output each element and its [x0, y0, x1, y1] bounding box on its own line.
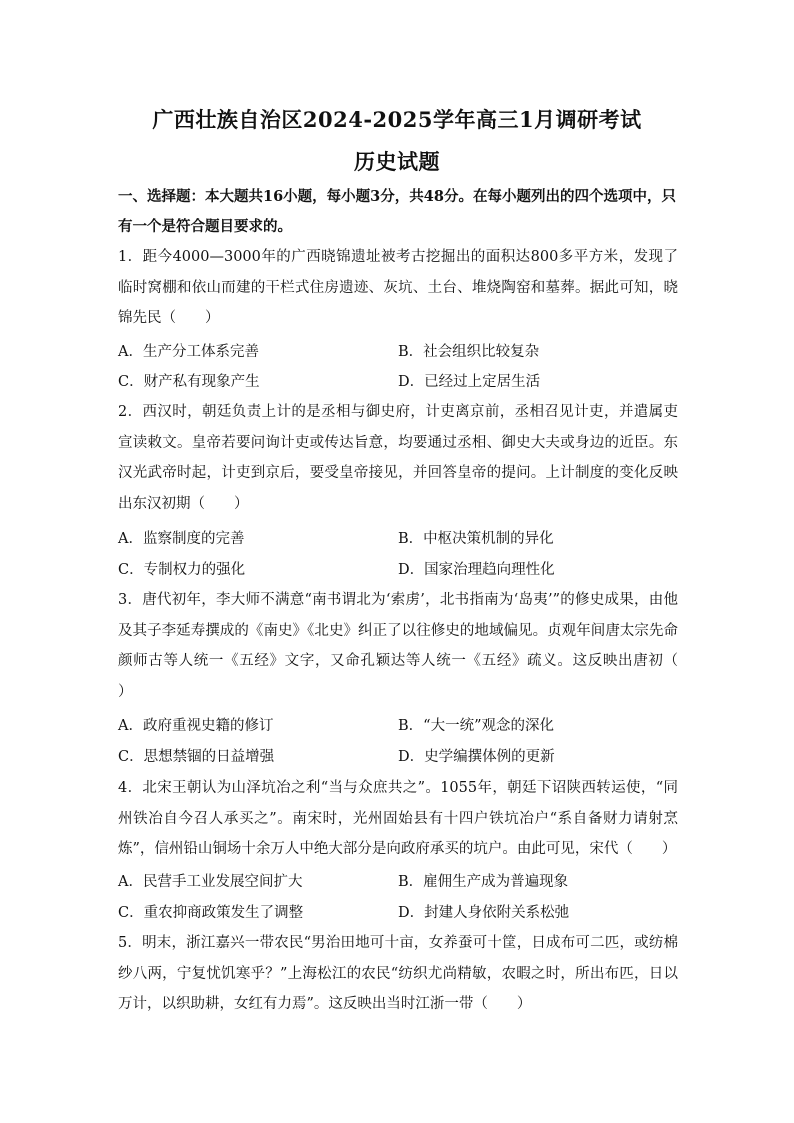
question-1-stem: 1．距今4000—3000年的广西晓锦遗址被考古挖掘出的面积达800多平方米，发现了临时窝棚和依山而建的干栏式住房遗迹、灰坑、土台、堆烧陶窑和墓葬。据此可知，晓锦先民（ ） — [118, 249, 678, 326]
question-2-option-c: C．专制权力的强化 — [118, 562, 246, 578]
question-2-stem: 2．西汉时，朝廷负责上计的是丞相与御史府，计吏离京前，丞相召见计吏，并遣属吏宣读敕文。皇帝若要问询计吏或传达旨意，均要通过丞相、御史大夫或身边的近臣。东汉光武帝时起，计吏到京后，要受皇帝接见，并回答皇帝的提问。上计制度的变化反映出东汉初期（ ） — [118, 404, 678, 512]
question-3-option-d: D．史学编撰体例的更新 — [398, 749, 555, 765]
question-3-option-b: B．“大一统”观念的深化 — [398, 718, 554, 734]
question-1-option-b: B．社会组织比较复杂 — [398, 344, 540, 360]
question-2-option-a: A．监察制度的完善 — [118, 531, 245, 547]
question-4-stem: 4．北宋王朝认为山泽坑冶之利“当与众庶共之”。1055年，朝廷下诏陕西转运使，“同州铁冶自今召人承买之”。南宋时，光州固始县有十四户铁坑冶户“系自备财力请射烹炼”，信州铅山铜场十余万人中绝大部分是向政府承买的坑户。由此可见，宋代（ ） — [118, 780, 678, 857]
question-1-option-c: C．财产私有现象产生 — [118, 374, 260, 390]
question-3-option-c: C．思想禁锢的日益增强 — [118, 749, 275, 765]
question-4-option-c: C．重农抑商政策发生了调整 — [118, 905, 304, 921]
question-2-option-b: B．中枢决策机制的异化 — [398, 531, 554, 547]
question-3-option-a: A．政府重视史籍的修订 — [118, 718, 274, 734]
question-1-option-a: A．生产分工体系完善 — [118, 344, 259, 360]
question-1-option-d: D．已经过上定居生活 — [398, 374, 541, 390]
question-4-option-d: D．封建人身依附关系松弛 — [398, 905, 570, 921]
question-3-stem: 3．唐代初年，李大师不满意“南书谓北为‘索虏’，北书指南为‘岛夷’”的修史成果，由他及其子李延寿撰成的《南史》《北史》纠正了以往修史的地域偏见。贞观年间唐太宗先命颜师古等人统一《五经》文字，又命孔颖达等人统一《五经》疏义。这反映出唐初（ ） — [118, 592, 707, 700]
question-4-option-a: A．民营手工业发展空间扩大 — [118, 874, 303, 890]
exam-title: 广西壮族自治区2024-2025学年高三1月调研考试 — [152, 107, 642, 132]
question-2-option-d: D．国家治理趋向理性化 — [398, 562, 555, 578]
section-instruction: 一、选择题：本大题共16小题，每小题3分，共48分。在每小题列出的四个选项中，只有一个是符合题目要求的。 — [118, 188, 676, 235]
question-5-stem: 5．明末，浙江嘉兴一带农民“男治田地可十亩，女养蚕可十筐，日成布可二匹，或纺棉纱八两，宁复忧饥寒乎？”上海松江的农民“纺织尤尚精敏，农暇之时，所出布匹，日以万计，以织助耕，女红有力焉”。这反映出当时江浙一带（ ） — [118, 935, 678, 1012]
exam-subject-title: 历史试题 — [354, 149, 440, 174]
question-4-option-b: B．雇佣生产成为普遍现象 — [398, 874, 569, 890]
